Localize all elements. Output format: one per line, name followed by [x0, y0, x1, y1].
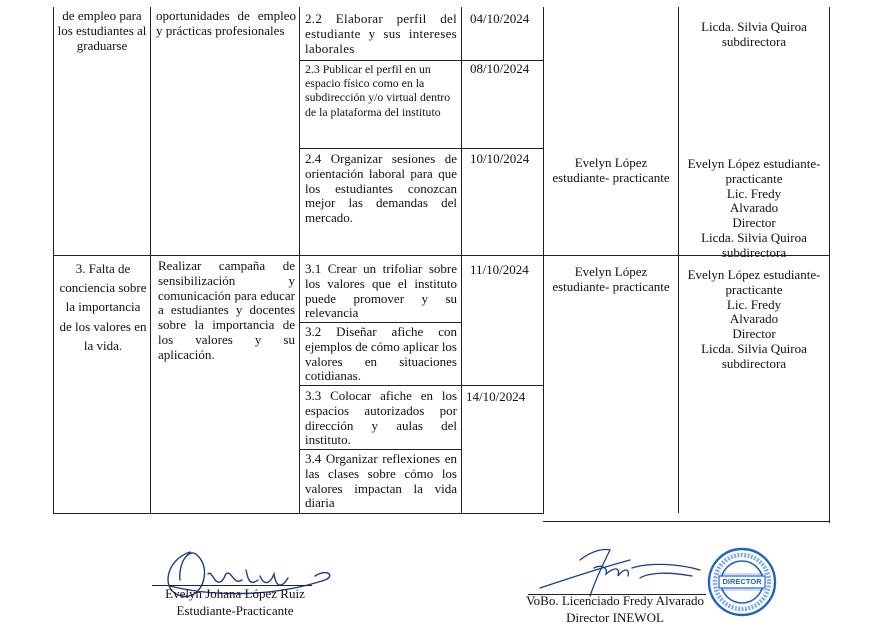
- grid-line: [299, 148, 544, 149]
- responsible-list: [681, 157, 827, 261]
- responsible-line: Lic. Fredy Alvarado Director: [726, 296, 782, 342]
- activity-date: 14/10/2024: [466, 389, 526, 404]
- activity-cell: 3.1 Crear un trifoliar sobre los valores que el instituto puede promover y su relevancia: [305, 261, 457, 321]
- grid-line: [150, 7, 151, 513]
- executor-cell: Evelyn López estudiante- practicante: [552, 155, 670, 185]
- responsible-line: Licda. Silvia Quiroa subdirectora: [701, 229, 807, 260]
- grid-line: [299, 449, 462, 450]
- activity-cell: 2.2 Elaborar perfil del estudiante y sus intereses laborales: [305, 11, 457, 56]
- responsible-line: Lic. Fredy Alvarado Director: [726, 185, 782, 231]
- activity-cell: 2.4 Organizar sesiones de orientación laboral para que los estudiantes conozcan mejor las demandas del mercado.: [305, 151, 457, 226]
- grid-line: [543, 7, 544, 513]
- objective-cell: oportunidades de empleo y prácticas profesionales: [156, 8, 296, 38]
- activity-cell: 2.3 Publicar el perfil en un espacio físico como en la subdirección y/o virtual dentro de la plataforma del instituto: [305, 62, 451, 119]
- grid-line: [461, 7, 462, 513]
- grid-line: [678, 7, 679, 513]
- executor-cell: Evelyn López estudiante- practicante: [552, 264, 670, 294]
- activity-date: 11/10/2024: [470, 262, 529, 277]
- signer-role: Director INEWOL: [566, 610, 664, 625]
- responsible-line: Evelyn López estudiante-practicante: [687, 267, 821, 297]
- grid-line: [829, 7, 830, 523]
- grid-line: [299, 385, 544, 386]
- signer-name: Evelyn Johana López Ruiz: [165, 586, 305, 601]
- problem-cell: 3. Falta de conciencia sobre la importancia de los valores en la vida.: [59, 261, 147, 353]
- objective-cell: Realizar campaña de sensibilización y comunicación para educar a estudiantes y docentes sobre la importancia de los valores y su aplicación.: [158, 258, 295, 362]
- responsible-line: Licda. Silvia Quiroa subdirectora: [701, 340, 807, 371]
- activity-cell: 3.4 Organizar reflexiones en las clases sobre cómo los valores impactan la vida diaria: [305, 451, 457, 511]
- grid-line: [299, 322, 462, 323]
- grid-line: [53, 513, 544, 514]
- stamp-label: DIRECTOR: [722, 577, 762, 586]
- activity-date: 08/10/2024: [470, 61, 530, 76]
- activity-cell: 3.3 Colocar afiche en los espacios autorizados por dirección y aulas del instituto.: [305, 388, 457, 448]
- grid-line: [543, 521, 830, 522]
- grid-line: [53, 7, 54, 513]
- signer-name: VoBo. Licenciado Fredy Alvarado: [525, 593, 705, 608]
- responsible-list: [681, 268, 827, 372]
- responsible-line: Evelyn López estudiante-practicante: [687, 156, 821, 186]
- grid-line: [299, 7, 300, 513]
- problem-cell: de empleo para los estudiantes al graduarse: [57, 8, 147, 53]
- responsible-cell: Licda. Silvia Quiroa subdirectora: [701, 19, 807, 49]
- activity-date: 04/10/2024: [470, 11, 530, 26]
- signer-role: Estudiante-Practicante: [176, 603, 294, 618]
- activity-date: 10/10/2024: [470, 151, 530, 166]
- activity-cell: 3.2 Diseñar afiche con ejemplos de cómo aplicar los valores en situaciones cotidianas.: [305, 324, 457, 384]
